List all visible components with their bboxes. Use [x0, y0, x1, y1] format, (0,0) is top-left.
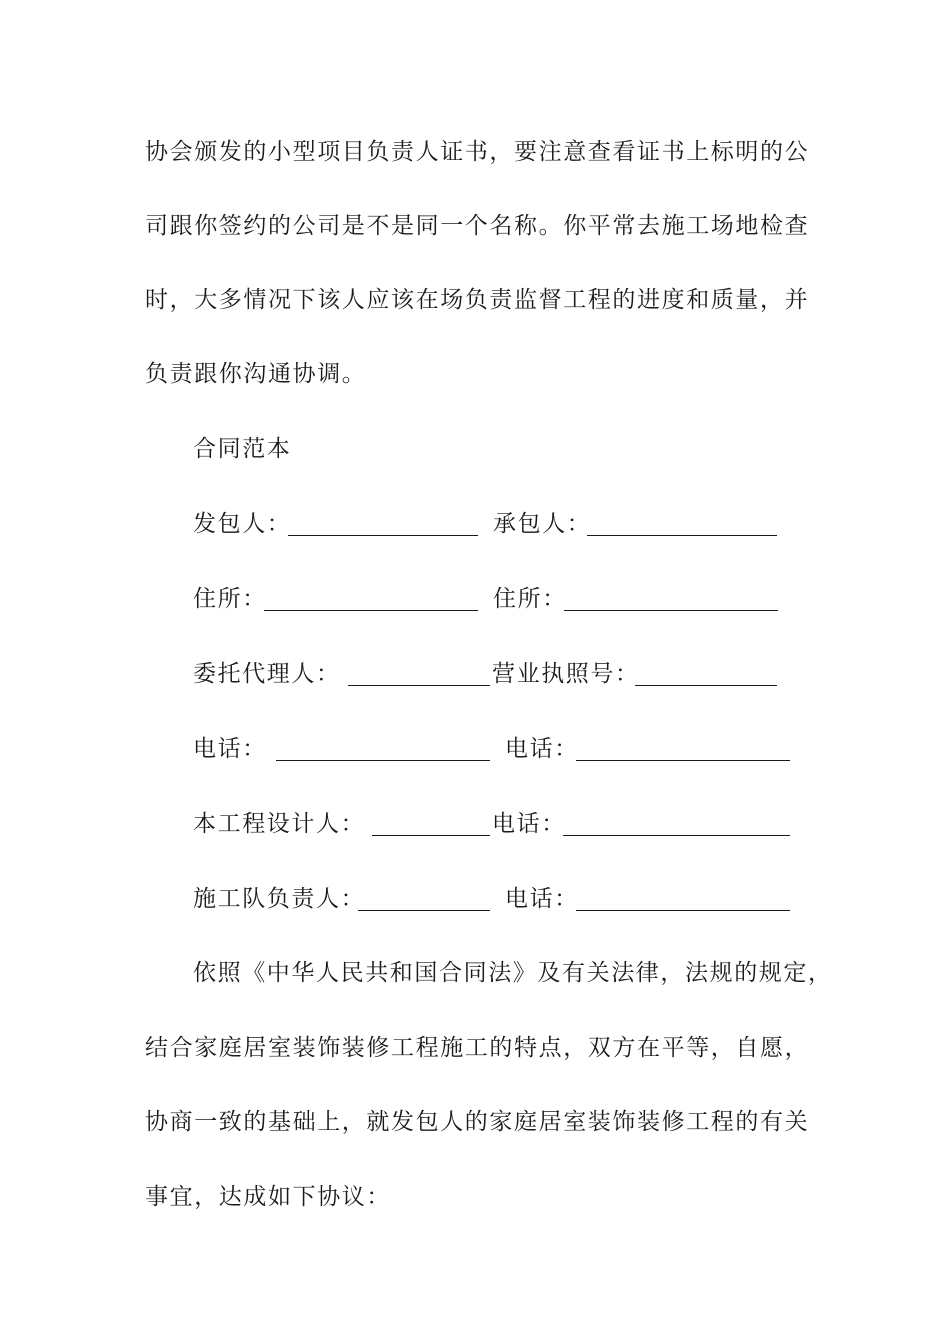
- contractor-address-label: 住所：: [493, 586, 567, 612]
- designer-label: 本工程设计人：: [193, 811, 366, 837]
- designer-blank: [372, 835, 490, 836]
- paragraph-1-line-3: 时，大多情况下该人应该在场负责监督工程的进度和质量，并: [145, 287, 810, 313]
- paragraph-2-line-4: 事宜，达成如下协议：: [145, 1184, 391, 1210]
- contractor-phone-blank: [576, 760, 790, 761]
- contractor-phone-label: 电话：: [505, 736, 579, 762]
- team-phone-blank: [576, 910, 790, 911]
- contractor-address-blank: [564, 610, 778, 611]
- paragraph-2-line-2: 结合家庭居室装饰装修工程施工的特点，双方在平等，自愿，: [145, 1035, 810, 1061]
- paragraph-2-line-1: 依照《中华人民共和国合同法》及有关法律，法规的规定，: [193, 960, 833, 986]
- employer-phone-label: 电话：: [193, 736, 267, 762]
- paragraph-1-line-1: 协会颁发的小型项目负责人证书，要注意查看证书上标明的公: [145, 139, 810, 165]
- license-label: 营业执照号：: [492, 661, 640, 687]
- designer-phone-label: 电话：: [492, 811, 566, 837]
- paragraph-1-line-2: 司跟你签约的公司是不是同一个名称。你平常去施工场地检查: [145, 213, 810, 239]
- contractor-blank: [587, 535, 777, 536]
- contractor-label: 承包人：: [493, 511, 592, 537]
- section-title: 合同范本: [193, 436, 292, 462]
- agent-label: 委托代理人：: [193, 661, 341, 687]
- paragraph-1-line-4: 负责跟你沟通协调。: [145, 361, 367, 387]
- employer-phone-blank: [276, 760, 490, 761]
- team-leader-blank: [358, 910, 490, 911]
- designer-phone-blank: [563, 835, 790, 836]
- employer-address-label: 住所：: [193, 586, 267, 612]
- license-blank: [635, 685, 777, 686]
- team-leader-label: 施工队负责人：: [193, 886, 366, 912]
- agent-blank: [348, 685, 490, 686]
- paragraph-2-line-3: 协商一致的基础上，就发包人的家庭居室装饰装修工程的有关: [145, 1109, 810, 1135]
- employer-label: 发包人：: [193, 511, 292, 537]
- employer-blank: [288, 535, 478, 536]
- team-phone-label: 电话：: [505, 886, 579, 912]
- employer-address-blank: [264, 610, 478, 611]
